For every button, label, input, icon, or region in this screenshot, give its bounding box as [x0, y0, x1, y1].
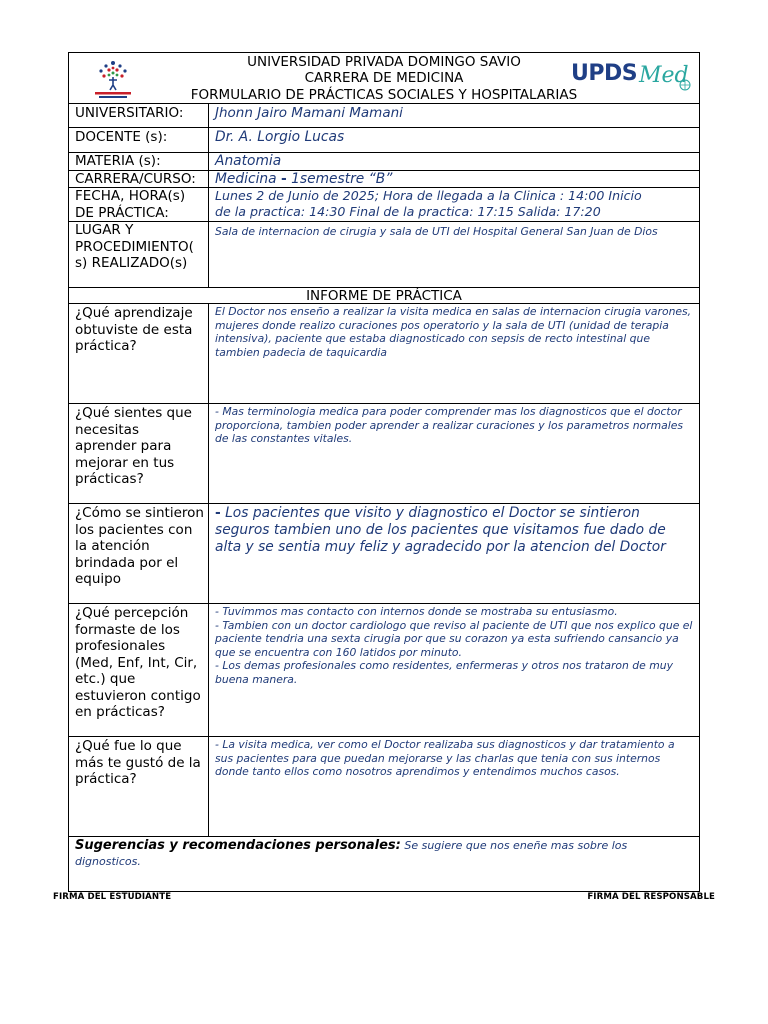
- answer-4-line3: - Los demas profesionales como residentes, enfermeras y otros nos trataron de muy buena manera.: [215, 659, 673, 686]
- value-carrera-name: Medicina: [215, 171, 277, 187]
- label-universitario: UNIVERSITARIO:: [69, 104, 209, 127]
- label-fecha-line1: FECHA, HORA(s): [75, 188, 186, 204]
- value-docente: Dr. A. Lorgio Lucas: [215, 129, 345, 145]
- value-lugar: Sala de internacion de cirugia y sala de UTI del Hospital General San Juan de Dios: [215, 225, 658, 238]
- practice-form: [68, 52, 700, 892]
- form-header: [69, 53, 699, 103]
- answer-3-dash: -: [215, 505, 221, 521]
- med-logo-script: Med: [639, 63, 689, 88]
- row-question-5: [69, 736, 699, 836]
- row-docente: [69, 127, 699, 152]
- label-fecha: [69, 188, 209, 221]
- responsible-signature-label: FIRMA DEL RESPONSABLE: [587, 892, 715, 902]
- row-carrera: [69, 170, 699, 187]
- row-universitario: [69, 103, 699, 127]
- globe-icon: [679, 79, 691, 91]
- answer-3-text: Los pacientes que visito y diagnostico el Doctor se sintieron seguros tambien uno de los pacientes que visitamos fue dado de alta y se sentia muy feliz y agradecido por la atencion del Doctor: [215, 505, 666, 555]
- report-title: INFORME DE PRÁCTICA: [306, 288, 462, 304]
- value-materia: Anatomia: [215, 153, 282, 169]
- university-name: UNIVERSIDAD PRIVADA DOMINGO SAVIO: [247, 54, 521, 70]
- answer-4-line2: - Tambien con un doctor cardiologo que reviso al paciente de UTI que nos explico que el paciente tendria una sexta cirugia por que su corazon ya esta sufriendo cansancio ya que se encuentra con 160 latidos por minuto.: [215, 618, 693, 659]
- value-fecha: [209, 188, 699, 221]
- row-question-1: [69, 303, 699, 403]
- report-title-row: [69, 287, 699, 303]
- label-fecha-line2: DE PRÁCTICA:: [75, 204, 169, 221]
- question-5: ¿Qué fue lo que más te gustó de la práctica?: [69, 737, 209, 836]
- label-docente: DOCENTE (s):: [69, 128, 209, 152]
- row-question-2: [69, 403, 699, 503]
- value-carrera: [209, 171, 699, 187]
- suggestions-block: [75, 838, 693, 890]
- answer-3: [209, 504, 699, 603]
- answer-5: - La visita medica, ver como el Doctor realizaba sus diagnosticos y dar tratamiento a sus pacientes para que puedan mejorarse y las charlas que tenia con sus internos donde tanto ellos como nosotros aprendimos y entendimos muchos casos.: [215, 738, 675, 779]
- carrera-dash: -: [281, 171, 287, 187]
- answer-4-line1: - Tuvimmos mas contacto con internos donde se mostraba su entusiasmo.: [215, 605, 618, 618]
- row-suggestions: [69, 836, 699, 891]
- label-materia: MATERIA (s):: [69, 153, 209, 170]
- answer-4: [209, 604, 699, 736]
- row-question-3: [69, 503, 699, 603]
- row-lugar: [69, 221, 699, 287]
- value-fecha-line2: de la practica: 14:30 Final de la practica: 17:15 Salida: 17:20: [215, 204, 601, 219]
- form-title: FORMULARIO DE PRÁCTICAS SOCIALES Y HOSPITALARIAS: [190, 86, 578, 103]
- value-fecha-line1: Lunes 2 de Junio de 2025; Hora de llegada a la Clinica : 14:00 Inicio: [215, 188, 642, 203]
- student-signature-label: FIRMA DEL ESTUDIANTE: [53, 892, 172, 902]
- upds-logo-text: UPDS: [571, 61, 638, 86]
- answer-1: El Doctor nos enseño a realizar la visita medica en salas de internacion cirugia varones, mujeres donde realizo curaciones pos operatorio y la sala de UTI (unidad de terapia intensiva), paciente que estaba diagnosticado con sepsis de recto intestinal que tambien padecia de taquicardia: [215, 305, 692, 359]
- label-carrera: CARRERA/CURSO:: [69, 171, 209, 187]
- career-name: CARRERA DE MEDICINA: [304, 70, 464, 87]
- answer-2: - Mas terminologia medica para poder comprender mas los diagnosticos que el doctor proporciona, tambien poder aprender a realizar curaciones y los parametros normales de las constantes vitales.: [215, 405, 683, 446]
- value-universitario: Jhonn Jairo Mamani Mamani: [215, 105, 403, 121]
- upds-med-logo: [571, 59, 691, 93]
- row-materia: [69, 152, 699, 170]
- suggestions-label: Sugerencias y recomendaciones personales:: [75, 838, 401, 853]
- question-3: ¿Cómo se sintieron los pacientes con la atención brindada por el equipo: [69, 504, 209, 603]
- row-question-4: [69, 603, 699, 736]
- question-1: ¿Qué aprendizaje obtuviste de esta práctica?: [69, 304, 209, 403]
- question-2: ¿Qué sientes que necesitas aprender para mejorar en tus prácticas?: [69, 404, 209, 503]
- label-lugar: LUGAR Y PROCEDIMIENTO( s) REALIZADO(s): [69, 222, 209, 287]
- row-fecha: [69, 187, 699, 221]
- value-carrera-course: 1semestre “B”: [291, 171, 393, 187]
- suggestions-value: Se sugiere que nos eneñe mas sobre los dignosticos.: [75, 839, 628, 868]
- question-4: ¿Qué percepción formaste de los profesionales (Med, Enf, Int, Cir, etc.) que estuvieron contigo en prácticas?: [69, 604, 209, 736]
